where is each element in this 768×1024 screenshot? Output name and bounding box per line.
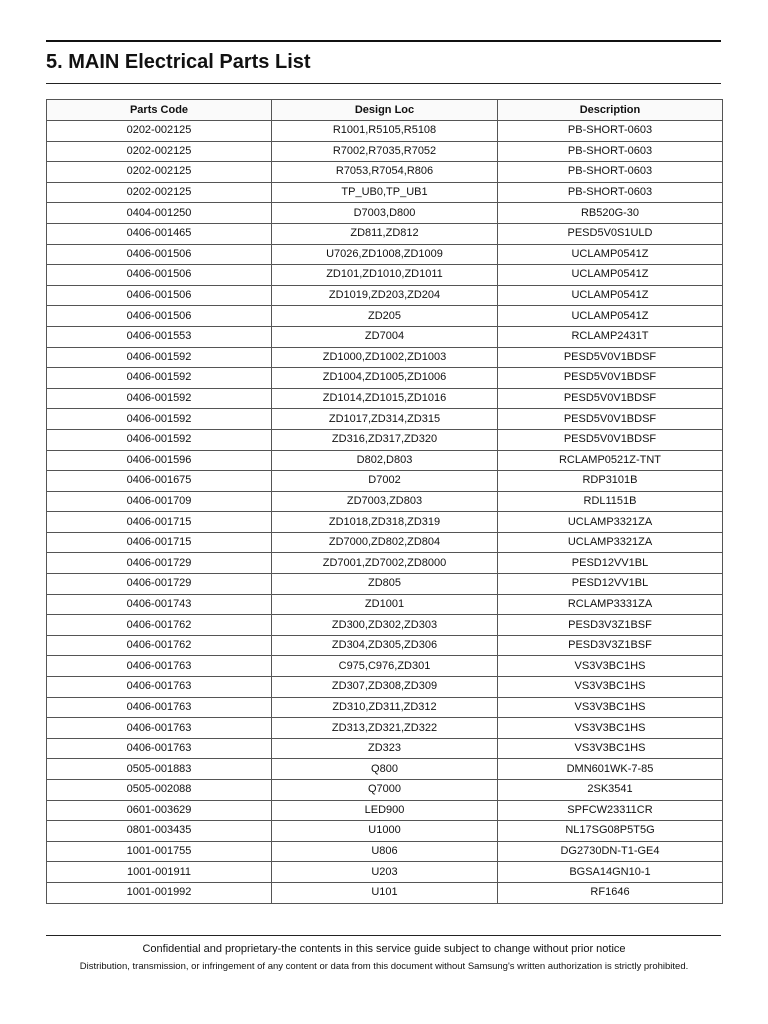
parts-code-cell: 0406-001709 <box>47 491 272 512</box>
design-loc-cell: ZD205 <box>272 306 498 327</box>
design-loc-cell: ZD811,ZD812 <box>272 223 498 244</box>
table-row <box>47 532 723 553</box>
description-cell: PB-SHORT-0603 <box>498 121 723 142</box>
description-cell: PESD12VV1BL <box>498 553 723 574</box>
parts-code-cell: 0406-001465 <box>47 223 272 244</box>
table-row <box>47 841 723 862</box>
table-row <box>47 862 723 883</box>
design-loc-cell: ZD1004,ZD1005,ZD1006 <box>272 368 498 389</box>
title-divider <box>46 83 721 84</box>
parts-code-cell: 0202-002125 <box>47 182 272 203</box>
description-cell: PESD12VV1BL <box>498 574 723 595</box>
description-cell: PB-SHORT-0603 <box>498 182 723 203</box>
parts-code-cell: 0406-001592 <box>47 368 272 389</box>
description-cell: VS3V3BC1HS <box>498 656 723 677</box>
table-row <box>47 326 723 347</box>
design-loc-cell: U203 <box>272 862 498 883</box>
design-loc-cell: ZD1019,ZD203,ZD204 <box>272 285 498 306</box>
parts-code-cell: 0406-001592 <box>47 347 272 368</box>
design-loc-cell: ZD300,ZD302,ZD303 <box>272 615 498 636</box>
table-row <box>47 223 723 244</box>
parts-code-cell: 0404-001250 <box>47 203 272 224</box>
design-loc-cell: ZD7004 <box>272 326 498 347</box>
design-loc-cell: U806 <box>272 841 498 862</box>
design-loc-cell: R1001,R5105,R5108 <box>272 121 498 142</box>
design-loc-cell: D7002 <box>272 471 498 492</box>
parts-code-cell: 0406-001553 <box>47 326 272 347</box>
table-row <box>47 471 723 492</box>
design-loc-cell: Q7000 <box>272 780 498 801</box>
design-loc-cell: ZD101,ZD1010,ZD1011 <box>272 265 498 286</box>
description-cell: NL17SG08P5T5G <box>498 821 723 842</box>
design-loc-cell: ZD1017,ZD314,ZD315 <box>272 409 498 430</box>
parts-code-cell: 0406-001596 <box>47 450 272 471</box>
design-loc-cell: ZD1014,ZD1015,ZD1016 <box>272 388 498 409</box>
design-loc-cell: ZD7000,ZD802,ZD804 <box>272 532 498 553</box>
description-cell: DMN601WK-7-85 <box>498 759 723 780</box>
parts-code-cell: 1001-001755 <box>47 841 272 862</box>
description-cell: BGSA14GN10-1 <box>498 862 723 883</box>
parts-code-cell: 0406-001506 <box>47 265 272 286</box>
description-cell: UCLAMP0541Z <box>498 306 723 327</box>
design-loc-cell: ZD310,ZD311,ZD312 <box>272 697 498 718</box>
design-loc-cell: ZD7001,ZD7002,ZD8000 <box>272 553 498 574</box>
design-loc-cell: U7026,ZD1008,ZD1009 <box>272 244 498 265</box>
design-loc-cell: ZD323 <box>272 738 498 759</box>
description-cell: 2SK3541 <box>498 780 723 801</box>
design-loc-cell: ZD307,ZD308,ZD309 <box>272 677 498 698</box>
design-loc-cell: TP_UB0,TP_UB1 <box>272 182 498 203</box>
table-row <box>47 244 723 265</box>
table-row <box>47 738 723 759</box>
design-loc-cell: ZD316,ZD317,ZD320 <box>272 429 498 450</box>
parts-table-body <box>47 121 723 904</box>
footer-distribution-notice: Distribution, transmission, or infringement of any content or data from this document without Samsung's written authorization is strictly prohibited. <box>79 961 689 972</box>
design-loc-cell: Q800 <box>272 759 498 780</box>
parts-code-cell: 0202-002125 <box>47 141 272 162</box>
table-row <box>47 512 723 533</box>
page-title: 5. MAIN Electrical Parts List <box>46 51 311 73</box>
design-loc-cell: ZD1000,ZD1002,ZD1003 <box>272 347 498 368</box>
table-row <box>47 121 723 142</box>
parts-code-cell: 0406-001763 <box>47 718 272 739</box>
description-cell: PESD3V3Z1BSF <box>498 635 723 656</box>
parts-code-cell: 0505-002088 <box>47 780 272 801</box>
parts-code-cell: 0601-003629 <box>47 800 272 821</box>
description-cell: RCLAMP3331ZA <box>498 594 723 615</box>
table-row <box>47 265 723 286</box>
header-parts-code: Parts Code <box>47 100 272 121</box>
description-cell: RF1646 <box>498 882 723 903</box>
parts-code-cell: 0406-001763 <box>47 656 272 677</box>
description-cell: UCLAMP0541Z <box>498 285 723 306</box>
description-cell: UCLAMP0541Z <box>498 244 723 265</box>
parts-code-cell: 0406-001762 <box>47 615 272 636</box>
parts-code-cell: 0801-003435 <box>47 821 272 842</box>
design-loc-cell: ZD805 <box>272 574 498 595</box>
table-row <box>47 450 723 471</box>
design-loc-cell: D7003,D800 <box>272 203 498 224</box>
parts-code-cell: 0406-001729 <box>47 553 272 574</box>
footer-divider <box>46 935 721 936</box>
parts-code-cell: 0406-001592 <box>47 429 272 450</box>
table-row <box>47 141 723 162</box>
description-cell: UCLAMP3321ZA <box>498 532 723 553</box>
table-row <box>47 574 723 595</box>
parts-code-cell: 0406-001743 <box>47 594 272 615</box>
description-cell: PESD5V0V1BDSF <box>498 368 723 389</box>
parts-code-cell: 0406-001729 <box>47 574 272 595</box>
design-loc-cell: D802,D803 <box>272 450 498 471</box>
parts-code-cell: 0406-001763 <box>47 738 272 759</box>
table-row <box>47 553 723 574</box>
design-loc-cell: R7002,R7035,R7052 <box>272 141 498 162</box>
table-row <box>47 491 723 512</box>
parts-code-cell: 0406-001715 <box>47 512 272 533</box>
parts-code-cell: 0406-001506 <box>47 244 272 265</box>
parts-code-cell: 0202-002125 <box>47 162 272 183</box>
table-row <box>47 429 723 450</box>
parts-code-cell: 0406-001675 <box>47 471 272 492</box>
parts-code-cell: 0406-001763 <box>47 677 272 698</box>
description-cell: UCLAMP3321ZA <box>498 512 723 533</box>
parts-code-cell: 0406-001762 <box>47 635 272 656</box>
description-cell: RCLAMP2431T <box>498 326 723 347</box>
description-cell: PESD5V0S1ULD <box>498 223 723 244</box>
table-row <box>47 409 723 430</box>
description-cell: PESD3V3Z1BSF <box>498 615 723 636</box>
description-cell: PB-SHORT-0603 <box>498 162 723 183</box>
parts-code-cell: 0406-001506 <box>47 306 272 327</box>
table-row <box>47 306 723 327</box>
table-row <box>47 347 723 368</box>
description-cell: VS3V3BC1HS <box>498 738 723 759</box>
table-row <box>47 677 723 698</box>
table-row <box>47 594 723 615</box>
table-row <box>47 635 723 656</box>
parts-code-cell: 0406-001506 <box>47 285 272 306</box>
parts-code-cell: 0202-002125 <box>47 121 272 142</box>
parts-code-cell: 0406-001715 <box>47 532 272 553</box>
parts-code-cell: 1001-001992 <box>47 882 272 903</box>
header-description: Description <box>498 100 723 121</box>
header-design-loc: Design Loc <box>272 100 498 121</box>
parts-code-cell: 1001-001911 <box>47 862 272 883</box>
design-loc-cell: ZD7003,ZD803 <box>272 491 498 512</box>
table-row <box>47 780 723 801</box>
description-cell: PESD5V0V1BDSF <box>498 347 723 368</box>
table-row <box>47 882 723 903</box>
parts-code-cell: 0406-001592 <box>47 409 272 430</box>
table-row <box>47 697 723 718</box>
table-row <box>47 718 723 739</box>
description-cell: SPFCW23311CR <box>498 800 723 821</box>
table-row <box>47 285 723 306</box>
description-cell: RCLAMP0521Z-TNT <box>498 450 723 471</box>
description-cell: PESD5V0V1BDSF <box>498 409 723 430</box>
parts-code-cell: 0406-001763 <box>47 697 272 718</box>
description-cell: VS3V3BC1HS <box>498 718 723 739</box>
table-row <box>47 182 723 203</box>
table-row <box>47 821 723 842</box>
table-row <box>47 656 723 677</box>
parts-code-cell: 0505-001883 <box>47 759 272 780</box>
table-row <box>47 162 723 183</box>
table-row <box>47 388 723 409</box>
description-cell: UCLAMP0541Z <box>498 265 723 286</box>
description-cell: RDP3101B <box>498 471 723 492</box>
description-cell: PESD5V0V1BDSF <box>498 429 723 450</box>
description-cell: PESD5V0V1BDSF <box>498 388 723 409</box>
design-loc-cell: ZD304,ZD305,ZD306 <box>272 635 498 656</box>
table-row <box>47 615 723 636</box>
design-loc-cell: C975,C976,ZD301 <box>272 656 498 677</box>
design-loc-cell: U101 <box>272 882 498 903</box>
design-loc-cell: LED900 <box>272 800 498 821</box>
table-row <box>47 203 723 224</box>
description-cell: DG2730DN-T1-GE4 <box>498 841 723 862</box>
footer-confidential-notice: Confidential and proprietary-the contents in this service guide subject to change without prior notice <box>142 943 626 955</box>
design-loc-cell: R7053,R7054,R806 <box>272 162 498 183</box>
description-cell: RDL1151B <box>498 491 723 512</box>
description-cell: VS3V3BC1HS <box>498 677 723 698</box>
design-loc-cell: U1000 <box>272 821 498 842</box>
table-row <box>47 800 723 821</box>
design-loc-cell: ZD1018,ZD318,ZD319 <box>272 512 498 533</box>
table-header-row <box>47 100 723 121</box>
table-row <box>47 759 723 780</box>
top-divider <box>46 40 721 42</box>
design-loc-cell: ZD1001 <box>272 594 498 615</box>
parts-code-cell: 0406-001592 <box>47 388 272 409</box>
description-cell: PB-SHORT-0603 <box>498 141 723 162</box>
design-loc-cell: ZD313,ZD321,ZD322 <box>272 718 498 739</box>
table-row <box>47 368 723 389</box>
parts-table <box>46 99 723 904</box>
description-cell: VS3V3BC1HS <box>498 697 723 718</box>
description-cell: RB520G-30 <box>498 203 723 224</box>
